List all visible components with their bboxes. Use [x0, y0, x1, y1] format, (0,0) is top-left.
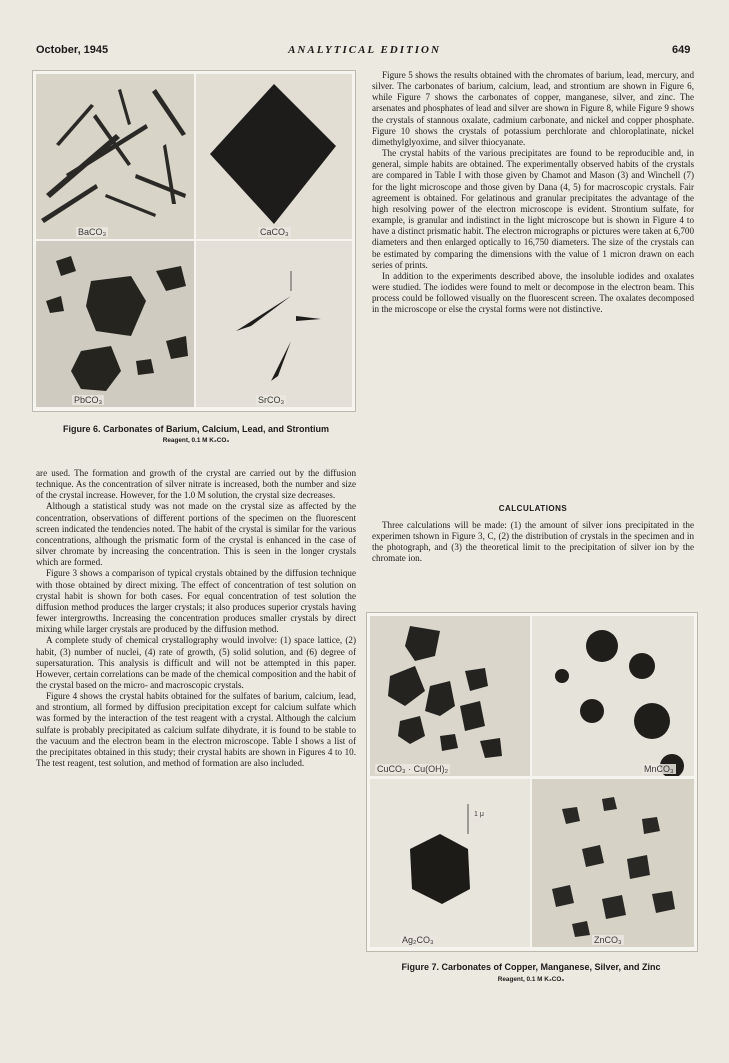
calculations-text [372, 520, 694, 565]
micrograph-caco3 [196, 74, 352, 239]
mnco3-round-crystals [532, 616, 694, 776]
figure-6-caption: Figure 6. Carbonates of Barium, Calcium, Lead, and Strontium [62, 424, 330, 434]
panel-label-ag2co3: Ag₂CO₃ [402, 935, 434, 945]
paragraph: are used. The formation and growth of the crystal are carried out by the diffusion technique. As the concentration of silver nitrate is increased, both the number and size of the crystal increase. However, for the 1.0 M solution, the crystal size decreases. [36, 468, 356, 501]
panel-label-pbco3: PbCO₃ [74, 395, 103, 405]
paragraph: Figure 4 shows the crystal habits obtained for the sulfates of barium, calcium, lead, and strontium, all formed by diffusion precipitation except for calcium sulfate which was formed by the interaction of the test reagent with a crystal. Although the calcium sulfate is probably precipitated as calcium sulfate dihydrate, it is found to be stable to the vacuum and the electron beam in the electron microscope. Table I shows a list of the precipitates obtained in this study; their crystal habits are shown in Figures 4 to 10. The test reagent, test solution, and method of formation are also included. [36, 691, 356, 769]
cuco3-crystal-clusters [370, 616, 530, 776]
ag2co3-hexagonal-crystal [370, 779, 530, 947]
figure-6 [32, 70, 356, 412]
paragraph: Three calculations will be made: (1) the amount of silver ions precipitated in the experimen tshown in Figure 3, C, (2) the distribution of crystals in the specimen and in the photograph, and (3) the theoretical limit to the precipitation of silver ion by the chromate ion. [372, 520, 694, 564]
panel-label-caco3: CaCO₃ [260, 227, 289, 237]
figure-7 [366, 612, 698, 952]
caco3-rhomb-crystal [196, 74, 352, 239]
micrograph-znco3 [532, 779, 694, 947]
micrograph-srco3 [196, 241, 352, 407]
baco3-needle-crystals [36, 74, 194, 239]
paragraph: Although a statistical study was not made on the crystal size as affected by the concentration, observations of different portions of the specimen on the fluorescent screen indicated the tendencies noted. The habit of the crystal is similar for the various concentrations, although the prismatic form of the crystal is enhanced in the case of silver chromate by increasing the concentration. This is seen in the longer crystals which are formed. [36, 501, 356, 568]
panel-label-mnco3: MnCO₃ [644, 764, 674, 774]
panel-label-srco3: SrCO₃ [258, 395, 285, 405]
znco3-scattered-crystals [532, 779, 694, 947]
paragraph: Figure 5 shows the results obtained with the chromates of barium, lead, mercury, and silver. The carbonates of barium, calcium, lead, and strontium are shown in Figure 6, while Figure 7 shows the carbonates of copper, manganese, silver, and zinc. The arsenates and phosphates of lead and silver are shown in Figure 8, while Figure 9 shows the crystals of stannous oxalate, cadmium carbonate, and nickel and copper phosphate. Figure 10 shows the crystals of potassium perchlorate and chloroplatinate, nickel dimethylglyoxime, and silver thiocyanate. [372, 70, 694, 147]
figure-7-caption: Figure 7. Carbonates of Copper, Manganese, Silver, and Zinc [401, 962, 661, 972]
scale-label-1-micron: 1 μ [474, 811, 484, 818]
right-column-text [372, 70, 694, 315]
left-column-text [36, 468, 356, 769]
micrograph-cuco3-cuoh2 [370, 616, 530, 776]
micrograph-mnco3 [532, 616, 694, 776]
srco3-prismatic-crystals [196, 241, 352, 407]
paragraph: Figure 3 shows a comparison of typical crystals obtained by the diffusion technique with those obtained by direct mixing. The effect of concentration of test solution on crystal habit is shown for both cases. For equal concentration of test solution the diffusion method produces the larger crystals; it also produces superior crystals having fewer intergrowths. Increasing the concentration produces smaller crystals by direct mixing while larger crystals are produced by the diffusion method. [36, 568, 356, 635]
pbco3-aggregate-crystals [36, 241, 194, 407]
figure-7-reagent: Reagent, 0.1 M K₂CO₃ [497, 976, 565, 983]
paragraph: The crystal habits of the various precipitates are found to be reproducible and, in general, simple habits are obtained. The experimentally observed habits of the crystals are compared in Table I with those given by Chamot and Mason (3) and Winchell (7) for the light microscope and those given by Dana (4, 5) for macroscopic crystals. Fair agreement is obtained. For gelatinous and granular precipitates the advantage of the high resolving power of the electron microscope is evident. Strontium sulfate, for example, is granular and indistinct in the light microscope but is shown in Figure 4 to have a distinct prismatic habit. The electron micrographs or pictures were taken at 6,700 diameters and then enlarged optically to 16,750 diameters. The size of the crystals can be estimated by comparing the dimensions with the value of 1 micron drawn on each series of prints. [372, 148, 694, 270]
journal-title: ANALYTICAL EDITION [288, 44, 441, 56]
figure-6-reagent: Reagent, 0.1 M K₂CO₃ [162, 437, 230, 444]
panel-label-znco3: ZnCO₃ [594, 935, 622, 945]
paragraph: In addition to the experiments described above, the insoluble iodides and oxalates were studied. The iodides were found to melt or decompose in the electron beam. This process could be followed visually on the fluorescent screen. The oxalates decomposed in the microscope or else the crystal forms were not distinctive. [372, 270, 694, 315]
panel-label-baco3: BaCO₃ [78, 227, 107, 237]
page-number: 649 [672, 44, 691, 56]
micrograph-baco3 [36, 74, 194, 239]
micrograph-pbco3 [36, 241, 194, 407]
micrograph-ag2co3 [370, 779, 530, 947]
section-heading-calculations: CALCULATIONS [498, 504, 568, 513]
paragraph: A complete study of chemical crystallography would involve: (1) space lattice, (2) habit, (3) number of nuclei, (4) rate of growth, (5) solid solution, and (6) degree of supersaturation. This analysis is difficult and will not be attempted in this paper. However, certain correlations can be made of the chemical composition and the habit of the crystal based on the micro- and macroscopic crystals. [36, 635, 356, 690]
page-date: October, 1945 [36, 44, 109, 56]
panel-label-cuco3: CuCO₃ · Cu(OH)₂ [377, 764, 449, 774]
